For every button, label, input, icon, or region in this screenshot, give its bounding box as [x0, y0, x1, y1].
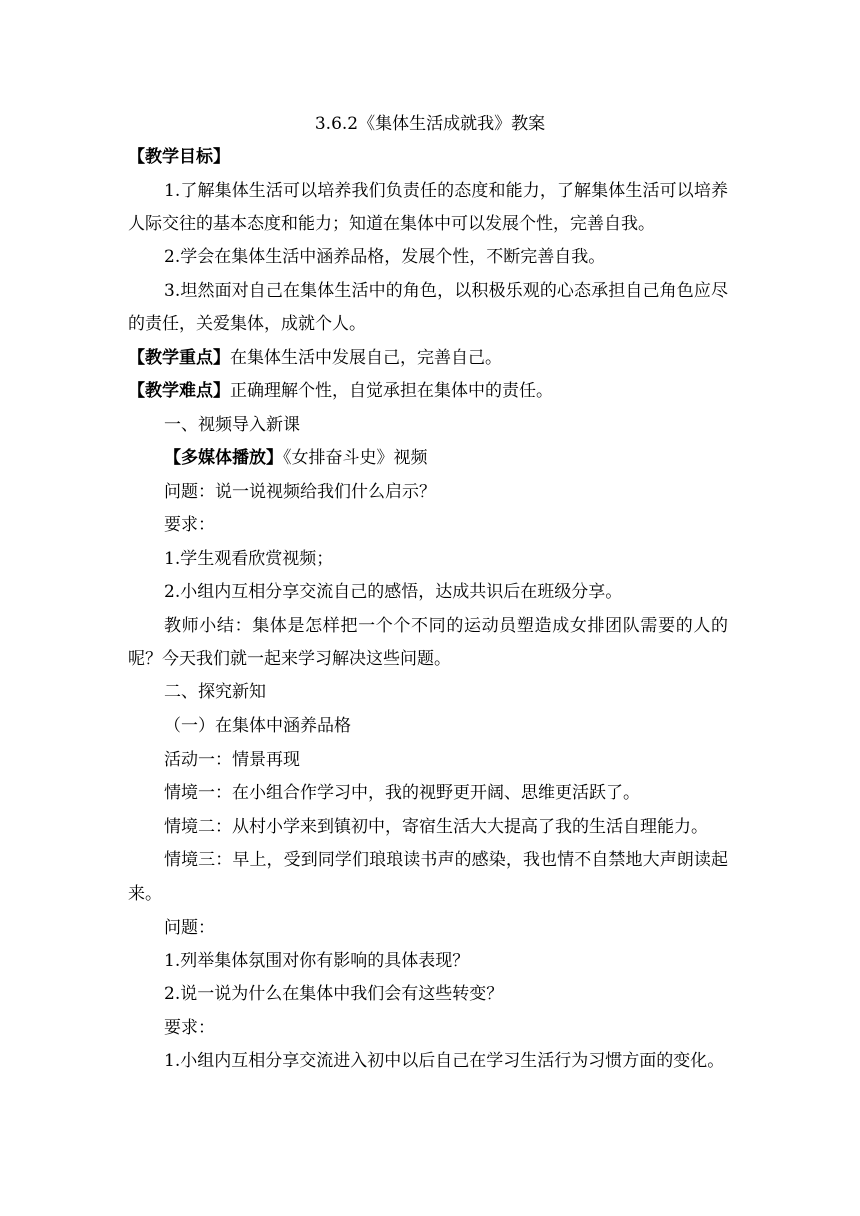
- question-2-item-1: 1.列举集体氛围对你有影响的具体表现？: [164, 951, 470, 971]
- question-2-item-2: 2.说一说为什么在集体中我们会有这些转变？: [164, 984, 504, 1004]
- requirement-1-item-1: 1.学生观看欣赏视频；: [164, 549, 334, 569]
- difficulty-text: 正确理解个性，自觉承担在集体中的责任。: [230, 381, 553, 401]
- situation-3-line-1: 情境三：早上，受到同学们琅琅读书声的感染，我也情不自禁地大声朗读起: [164, 850, 728, 870]
- key-point-line: [128, 347, 502, 369]
- difficulty-line: [128, 380, 553, 402]
- situation-2: 情境二：从村小学来到镇初中，寄宿生活大大提高了我的生活自理能力。: [164, 817, 708, 837]
- requirements-2-label: 要求：: [164, 1018, 215, 1038]
- section-2-heading: 二、探究新知: [164, 682, 266, 702]
- difficulty-label: 【教学难点】: [128, 381, 230, 401]
- goals-heading: 【教学目标】: [128, 147, 230, 167]
- multimedia-text: 《女排奋斗史》视频: [283, 448, 428, 468]
- goal-3-line-1: 3.坦然面对自己在集体生活中的角色，以积极乐观的心态承担自己角色应尽: [164, 281, 728, 301]
- teacher-summary-line-2: 呢？今天我们就一起来学习解决这些问题。: [128, 649, 451, 669]
- teacher-summary-line-1: 教师小结：集体是怎样把一个个不同的运动员塑造成女排团队需要的人的: [164, 616, 728, 636]
- goal-1-line-2: 人际交往的基本态度和能力；知道在集体中可以发展个性，完善自我。: [128, 214, 655, 234]
- goal-3-line-2: 的责任，关爱集体，成就个人。: [128, 314, 366, 334]
- question-1: 问题：说一说视频给我们什么启示？: [164, 482, 436, 502]
- requirement-2-item-1: 1.小组内互相分享交流进入初中以后自己在学习生活行为习惯方面的变化。: [164, 1051, 725, 1071]
- requirements-1-label: 要求：: [164, 515, 215, 535]
- key-point-text: 在集体生活中发展自己，完善自己。: [230, 348, 502, 368]
- situation-1: 情境一：在小组合作学习中，我的视野更开阔、思维更活跃了。: [164, 783, 640, 803]
- requirement-1-item-2: 2.小组内互相分享交流自己的感悟，达成共识后在班级分享。: [164, 582, 623, 602]
- key-point-label: 【教学重点】: [128, 348, 230, 368]
- situation-3-line-2: 来。: [128, 884, 162, 904]
- goal-2: 2.学会在集体生活中涵养品格，发展个性，不断完善自我。: [164, 247, 606, 267]
- subsection-1-heading: （一）在集体中涵养品格: [164, 716, 351, 736]
- questions-2-label: 问题：: [164, 918, 215, 938]
- multimedia-label: 【多媒体播放】: [164, 448, 283, 468]
- activity-1-heading: 活动一：情景再现: [164, 750, 300, 770]
- section-1-heading: 一、视频导入新课: [164, 415, 300, 435]
- goal-1-line-1: 1.了解集体生活可以培养我们负责任的态度和能力，了解集体生活可以培养: [164, 181, 728, 201]
- document-title: 3.6.2《集体生活成就我》教案: [314, 114, 546, 134]
- multimedia-line: [164, 447, 428, 469]
